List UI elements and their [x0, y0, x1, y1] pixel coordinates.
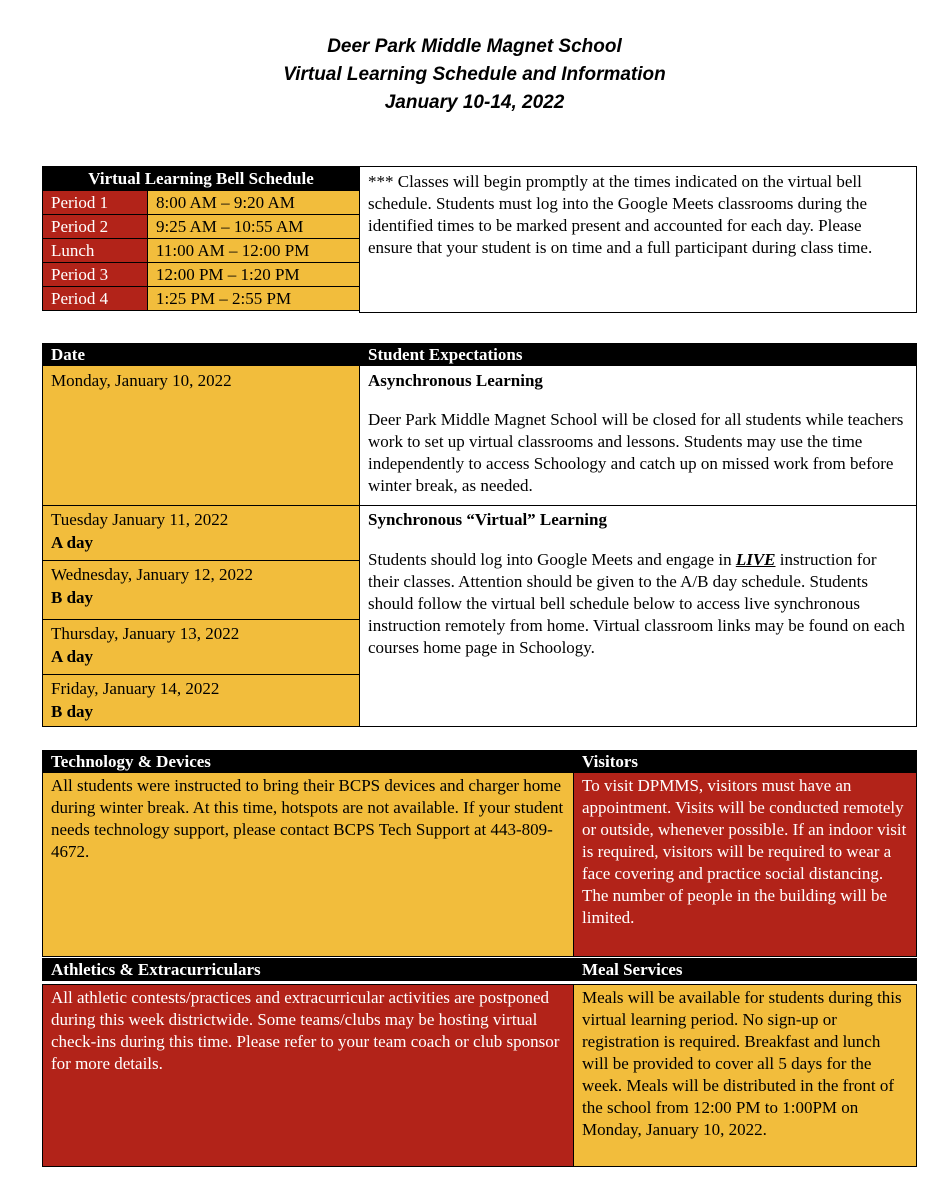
day-date: Thursday, January 13, 2022: [51, 624, 240, 643]
tech-header: Technology & Devices: [42, 750, 574, 773]
expectations-column-header: Student Expectations: [359, 343, 917, 366]
athletics-body: All athletic contests/practices and extracurricular activities are postponed during this week districtwide. Some teams/clubs may be hosting virtual check-ins during this time. Please refer to your team coach or club sponsor for more details.: [42, 984, 574, 1167]
period-time: 9:25 AM – 10:55 AM: [148, 215, 359, 238]
sync-body-pre: Students should log into Google Meets and engage in: [368, 550, 736, 569]
day-date: Wednesday, January 12, 2022: [51, 565, 253, 584]
day-cell: [42, 505, 360, 561]
day-type: A day: [51, 533, 94, 552]
day-type: B day: [51, 588, 94, 607]
period-name: Period 3: [43, 263, 148, 286]
period-name: Period 2: [43, 215, 148, 238]
day-cell: [42, 674, 360, 727]
bell-row: [43, 214, 359, 238]
page-subtitle: Virtual Learning Schedule and Information: [283, 64, 666, 85]
date-column-header: Date: [42, 343, 360, 366]
period-name: Period 1: [43, 191, 148, 214]
day-cell: [42, 560, 360, 620]
period-time: 1:25 PM – 2:55 PM: [148, 287, 359, 310]
visitors-body: To visit DPMMS, visitors must have an appointment. Visits will be conducted remotely or outside, whenever possible. If an indoor visit is required, visitors will be required to wear a face covering and practice social distancing. The number of people in the building will be limited.: [573, 772, 917, 957]
bell-schedule-title: Virtual Learning Bell Schedule: [43, 167, 359, 190]
sync-learning-cell: [359, 505, 917, 727]
day-date: Tuesday January 11, 2022: [51, 510, 229, 529]
period-name: Lunch: [43, 239, 148, 262]
athletics-header: Athletics & Extracurriculars: [42, 958, 574, 981]
day-cell: [42, 619, 360, 675]
day-date: Friday, January 14, 2022: [51, 679, 220, 698]
meals-header: Meal Services: [573, 958, 917, 981]
sync-learning-title: Synchronous “Virtual” Learning: [368, 510, 607, 529]
day-type: A day: [51, 647, 94, 666]
bell-row: [43, 190, 359, 214]
period-time: 11:00 AM – 12:00 PM: [148, 239, 359, 262]
bell-row: [43, 238, 359, 262]
period-time: 8:00 AM – 9:20 AM: [148, 191, 359, 214]
live-emphasis: LIVE: [735, 550, 776, 569]
bell-schedule-table: [42, 166, 360, 311]
async-learning-body: Deer Park Middle Magnet School will be closed for all students while teachers work to set up virtual classrooms and lessons. Students may use the time independently to access Schoology and catch up on missed work from before winter break, as needed.: [368, 410, 904, 495]
visitors-header: Visitors: [573, 750, 917, 773]
school-title: Deer Park Middle Magnet School: [327, 36, 622, 57]
sync-learning-body: [368, 549, 908, 659]
sync-body-post: instruction for their classes. Attention should be given to the A/B day schedule. Students should follow the virtual bell schedule below to access live synchronous instruction remotely from home. Virtual classroom links may be found on each courses home page in Schoology.: [368, 550, 905, 657]
date-range: January 10-14, 2022: [384, 92, 565, 113]
bell-row: [43, 286, 359, 310]
period-name: Period 4: [43, 287, 148, 310]
monday-date-cell: Monday, January 10, 2022: [42, 365, 360, 506]
tech-body: All students were instructed to bring their BCPS devices and charger home during winter break. At this time, hotspots are not available. If your student needs technology support, please contact BCPS Tech Support at 443-809-4672.: [42, 772, 574, 957]
async-learning-cell: [359, 365, 917, 506]
async-learning-title: Asynchronous Learning: [368, 371, 543, 390]
period-time: 12:00 PM – 1:20 PM: [148, 263, 359, 286]
meals-body: Meals will be available for students during this virtual learning period. No sign-up or registration is required. Breakfast and lunch will be provided to cover all 5 days for the week. Meals will be distributed in the front of the school from 12:00 PM to 1:00PM on Monday, January 10, 2022.: [573, 984, 917, 1167]
bell-schedule-note: *** Classes will begin promptly at the times indicated on the virtual bell schedule. Students must log into the Google Meets classrooms during the identified times to be marked present and accounted for each day. Please ensure that your student is on time and a full participant during class time.: [359, 166, 917, 313]
day-type: B day: [51, 702, 94, 721]
bell-row: [43, 262, 359, 286]
